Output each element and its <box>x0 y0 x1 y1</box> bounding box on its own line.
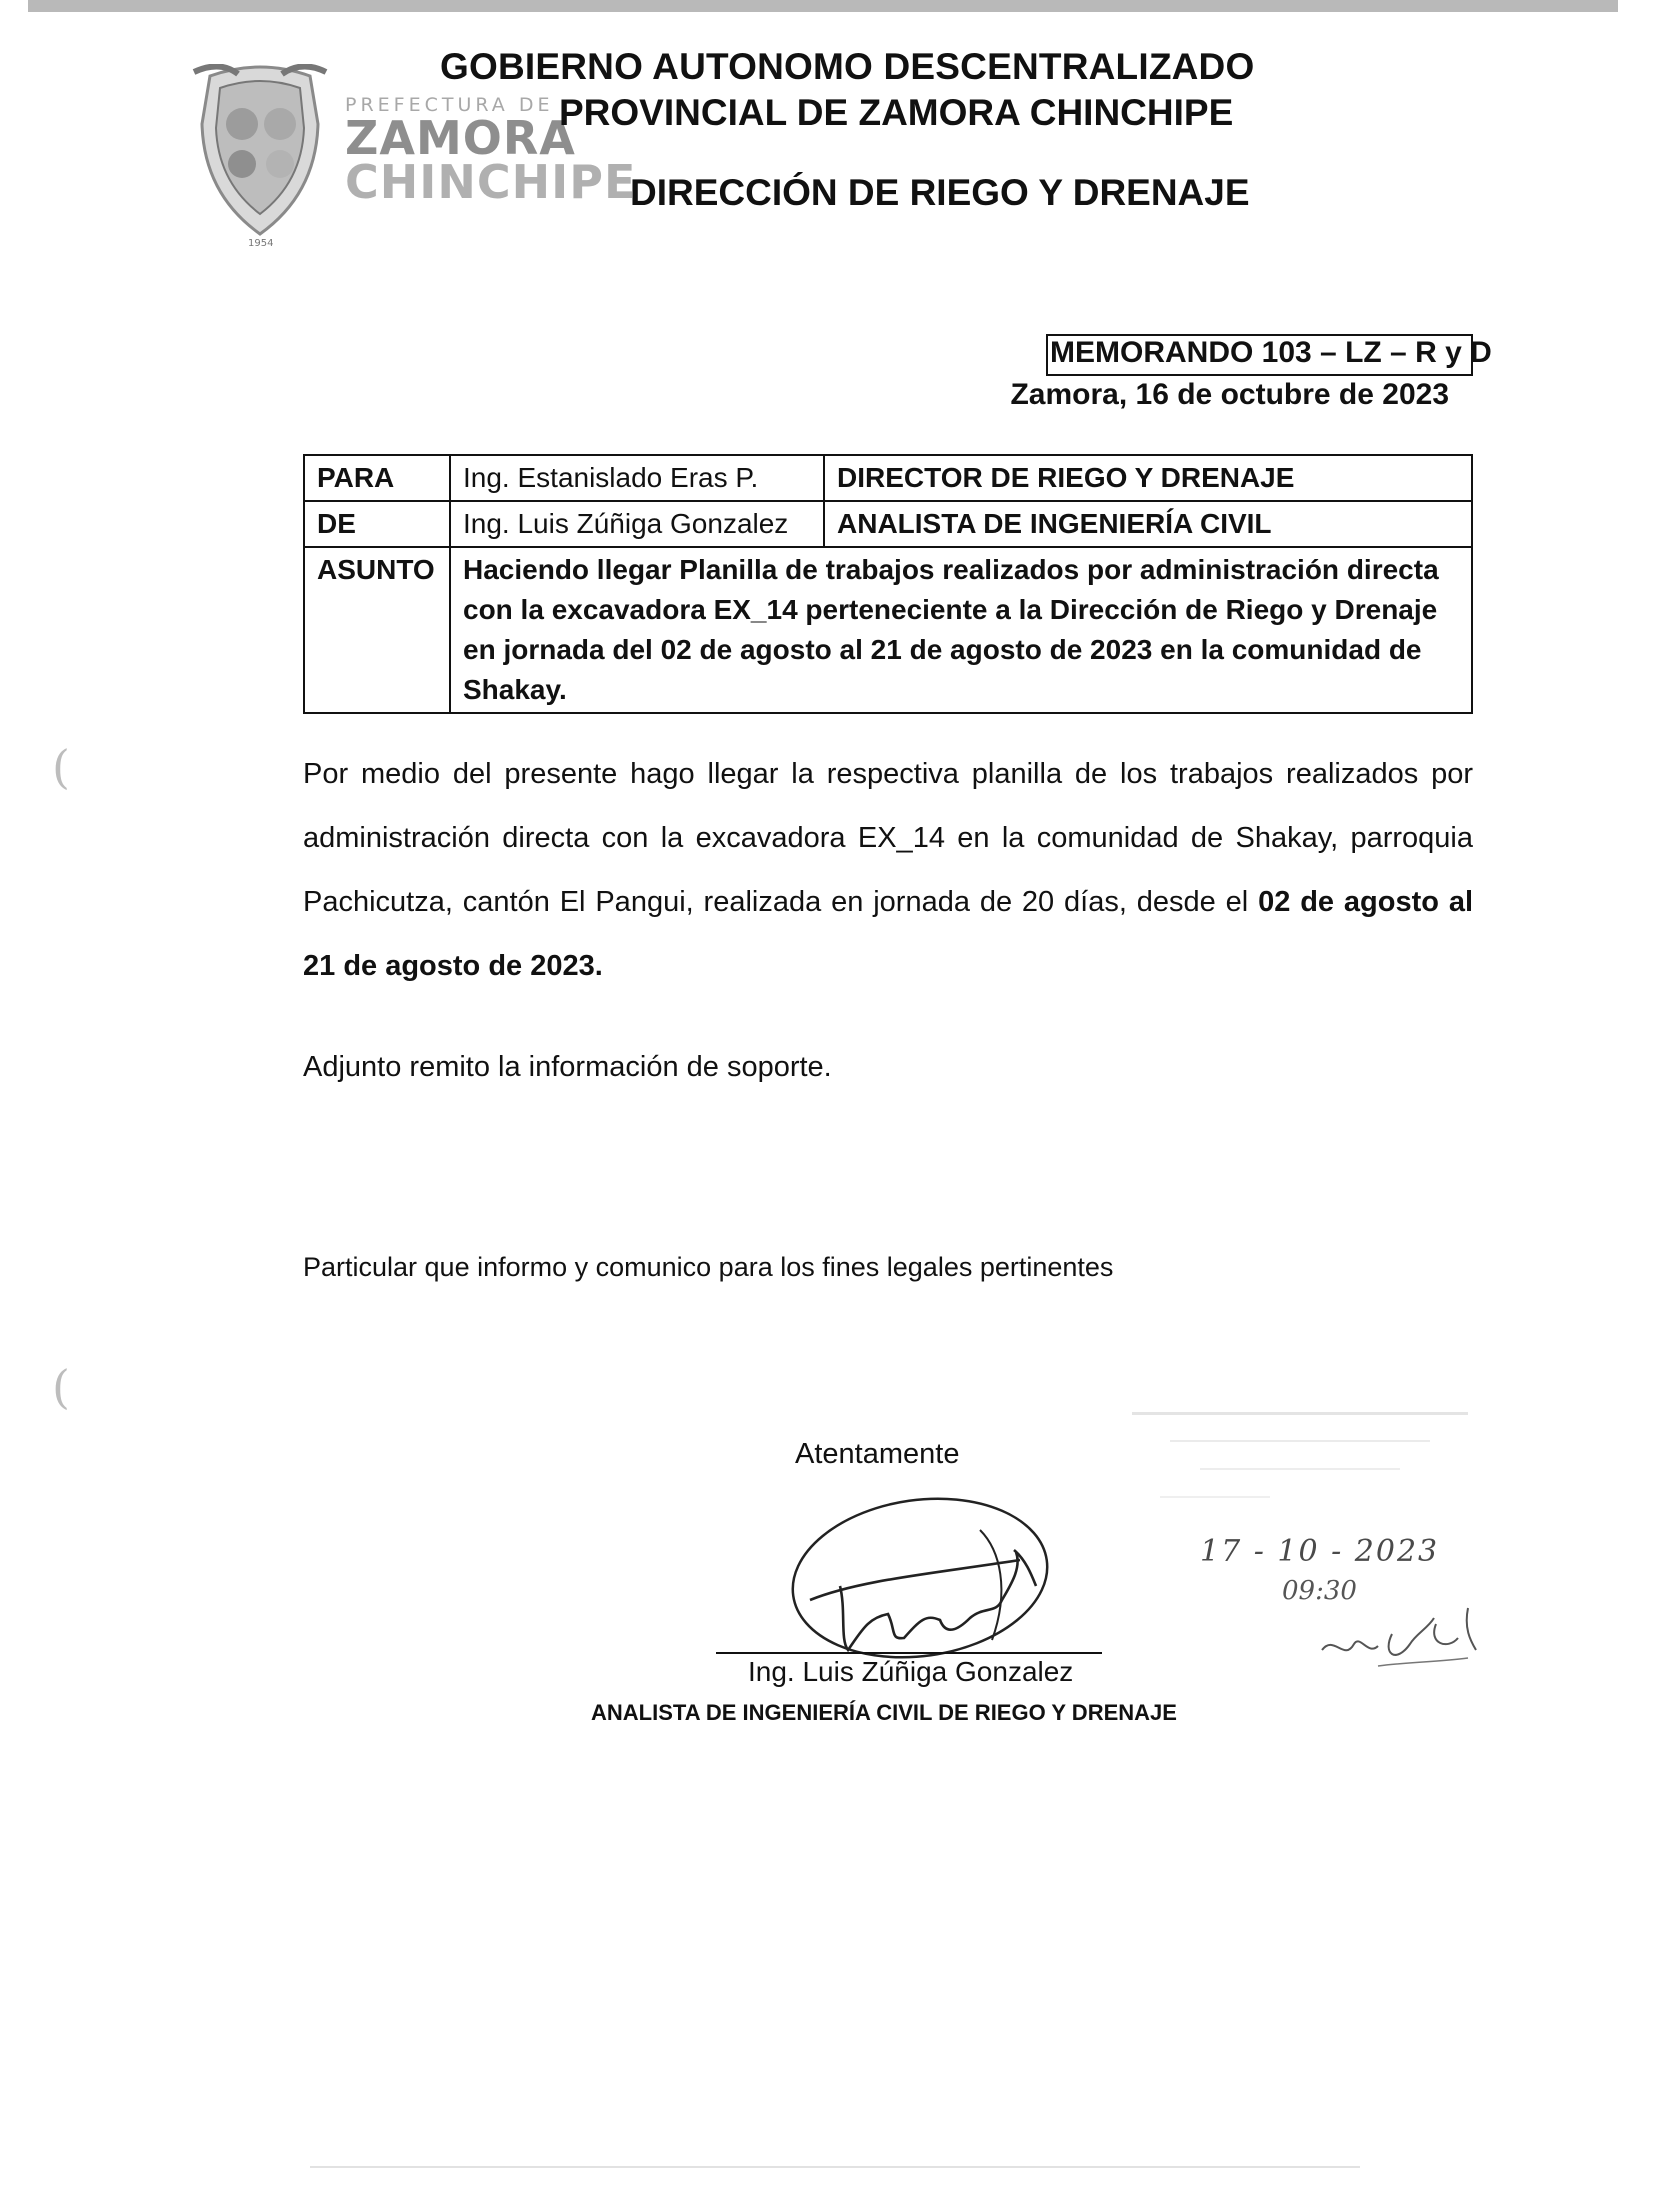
logo-wordmark: CHINCHIPE <box>345 155 637 209</box>
faded-reception-stamp <box>1130 1392 1470 1542</box>
scan-bottom-edge <box>310 2166 1360 2168</box>
logo-caption: PREFECTURA DE <box>345 94 554 116</box>
institution-name: GOBIERNO AUTONOMO DESCENTRALIZADO <box>440 46 1255 87</box>
recipient-name: Ing. Estanislado Eras P. <box>450 455 824 501</box>
subject-text: Haciendo llegar Planilla de trabajos realizados por administración directa con la excavadora EX_14 perteneciente a la Dirección de Riego y Drenaje en jornada del 02 de agosto al 21 de agosto de 2023 en la comunidad de Shakay. <box>450 547 1472 713</box>
signer-name: Ing. Luis Zúñiga Gonzalez <box>748 1656 1074 1687</box>
attachment-note: Adjunto remito la información de soporte. <box>303 1051 832 1083</box>
scan-artifact-mark: ( <box>52 1360 70 1414</box>
from-label: DE <box>304 501 450 547</box>
received-time: 09:30 <box>1282 1576 1357 1606</box>
body-paragraph-dates: 02 de agosto al 21 de agosto de 2023. <box>303 886 1474 982</box>
institution-name-line2: PROVINCIAL DE ZAMORA CHINCHIPE <box>559 92 1234 133</box>
received-initials <box>1318 1604 1478 1674</box>
sender-title: ANALISTA DE INGENIERÍA CIVIL <box>824 501 1472 547</box>
signer-title: ANALISTA DE INGENIERÍA CIVIL DE RIEGO Y DRENAJE <box>591 1700 1177 1725</box>
memo-number: MEMORANDO 103 – LZ – R y D <box>1050 336 1492 369</box>
body-paragraph-text: Por medio del presente hago llegar la respectiva planilla de los trabajos realizados por administración directa con la excavadora EX_14 en la comunidad de Shakay, parroquia Pachicutza, cantón El Pangui, realizada en jornada de 20 días, desde el <box>303 758 1473 918</box>
sender-name: Ing. Luis Zúñiga Gonzalez <box>450 501 824 547</box>
signature-line <box>716 1652 1102 1654</box>
department-name: DIRECCIÓN DE RIEGO Y DRENAJE <box>630 172 1250 213</box>
table-row <box>304 501 1472 547</box>
routing-table <box>303 454 1473 714</box>
closing-statement: Particular que informo y comunico para los fines legales pertinentes <box>303 1252 1114 1282</box>
table-row <box>304 455 1472 501</box>
table-row <box>304 547 1472 713</box>
svg-text:1954: 1954 <box>248 238 274 249</box>
logo-wordmark: ZAMORA <box>345 111 576 165</box>
scan-artifact-mark: ( <box>52 740 70 794</box>
subject-label: ASUNTO <box>304 547 450 713</box>
body-paragraph <box>303 742 1473 998</box>
memo-date: Zamora, 16 de octubre de 2023 <box>1010 378 1449 411</box>
closing-salutation: Atentamente <box>795 1438 960 1470</box>
shield-crest-icon <box>190 64 330 254</box>
to-label: PARA <box>304 455 450 501</box>
recipient-title: DIRECTOR DE RIEGO Y DRENAJE <box>824 455 1472 501</box>
received-date: 17 - 10 - 2023 <box>1200 1534 1440 1569</box>
prefectura-logo <box>190 64 637 254</box>
scan-top-edge <box>28 0 1618 12</box>
